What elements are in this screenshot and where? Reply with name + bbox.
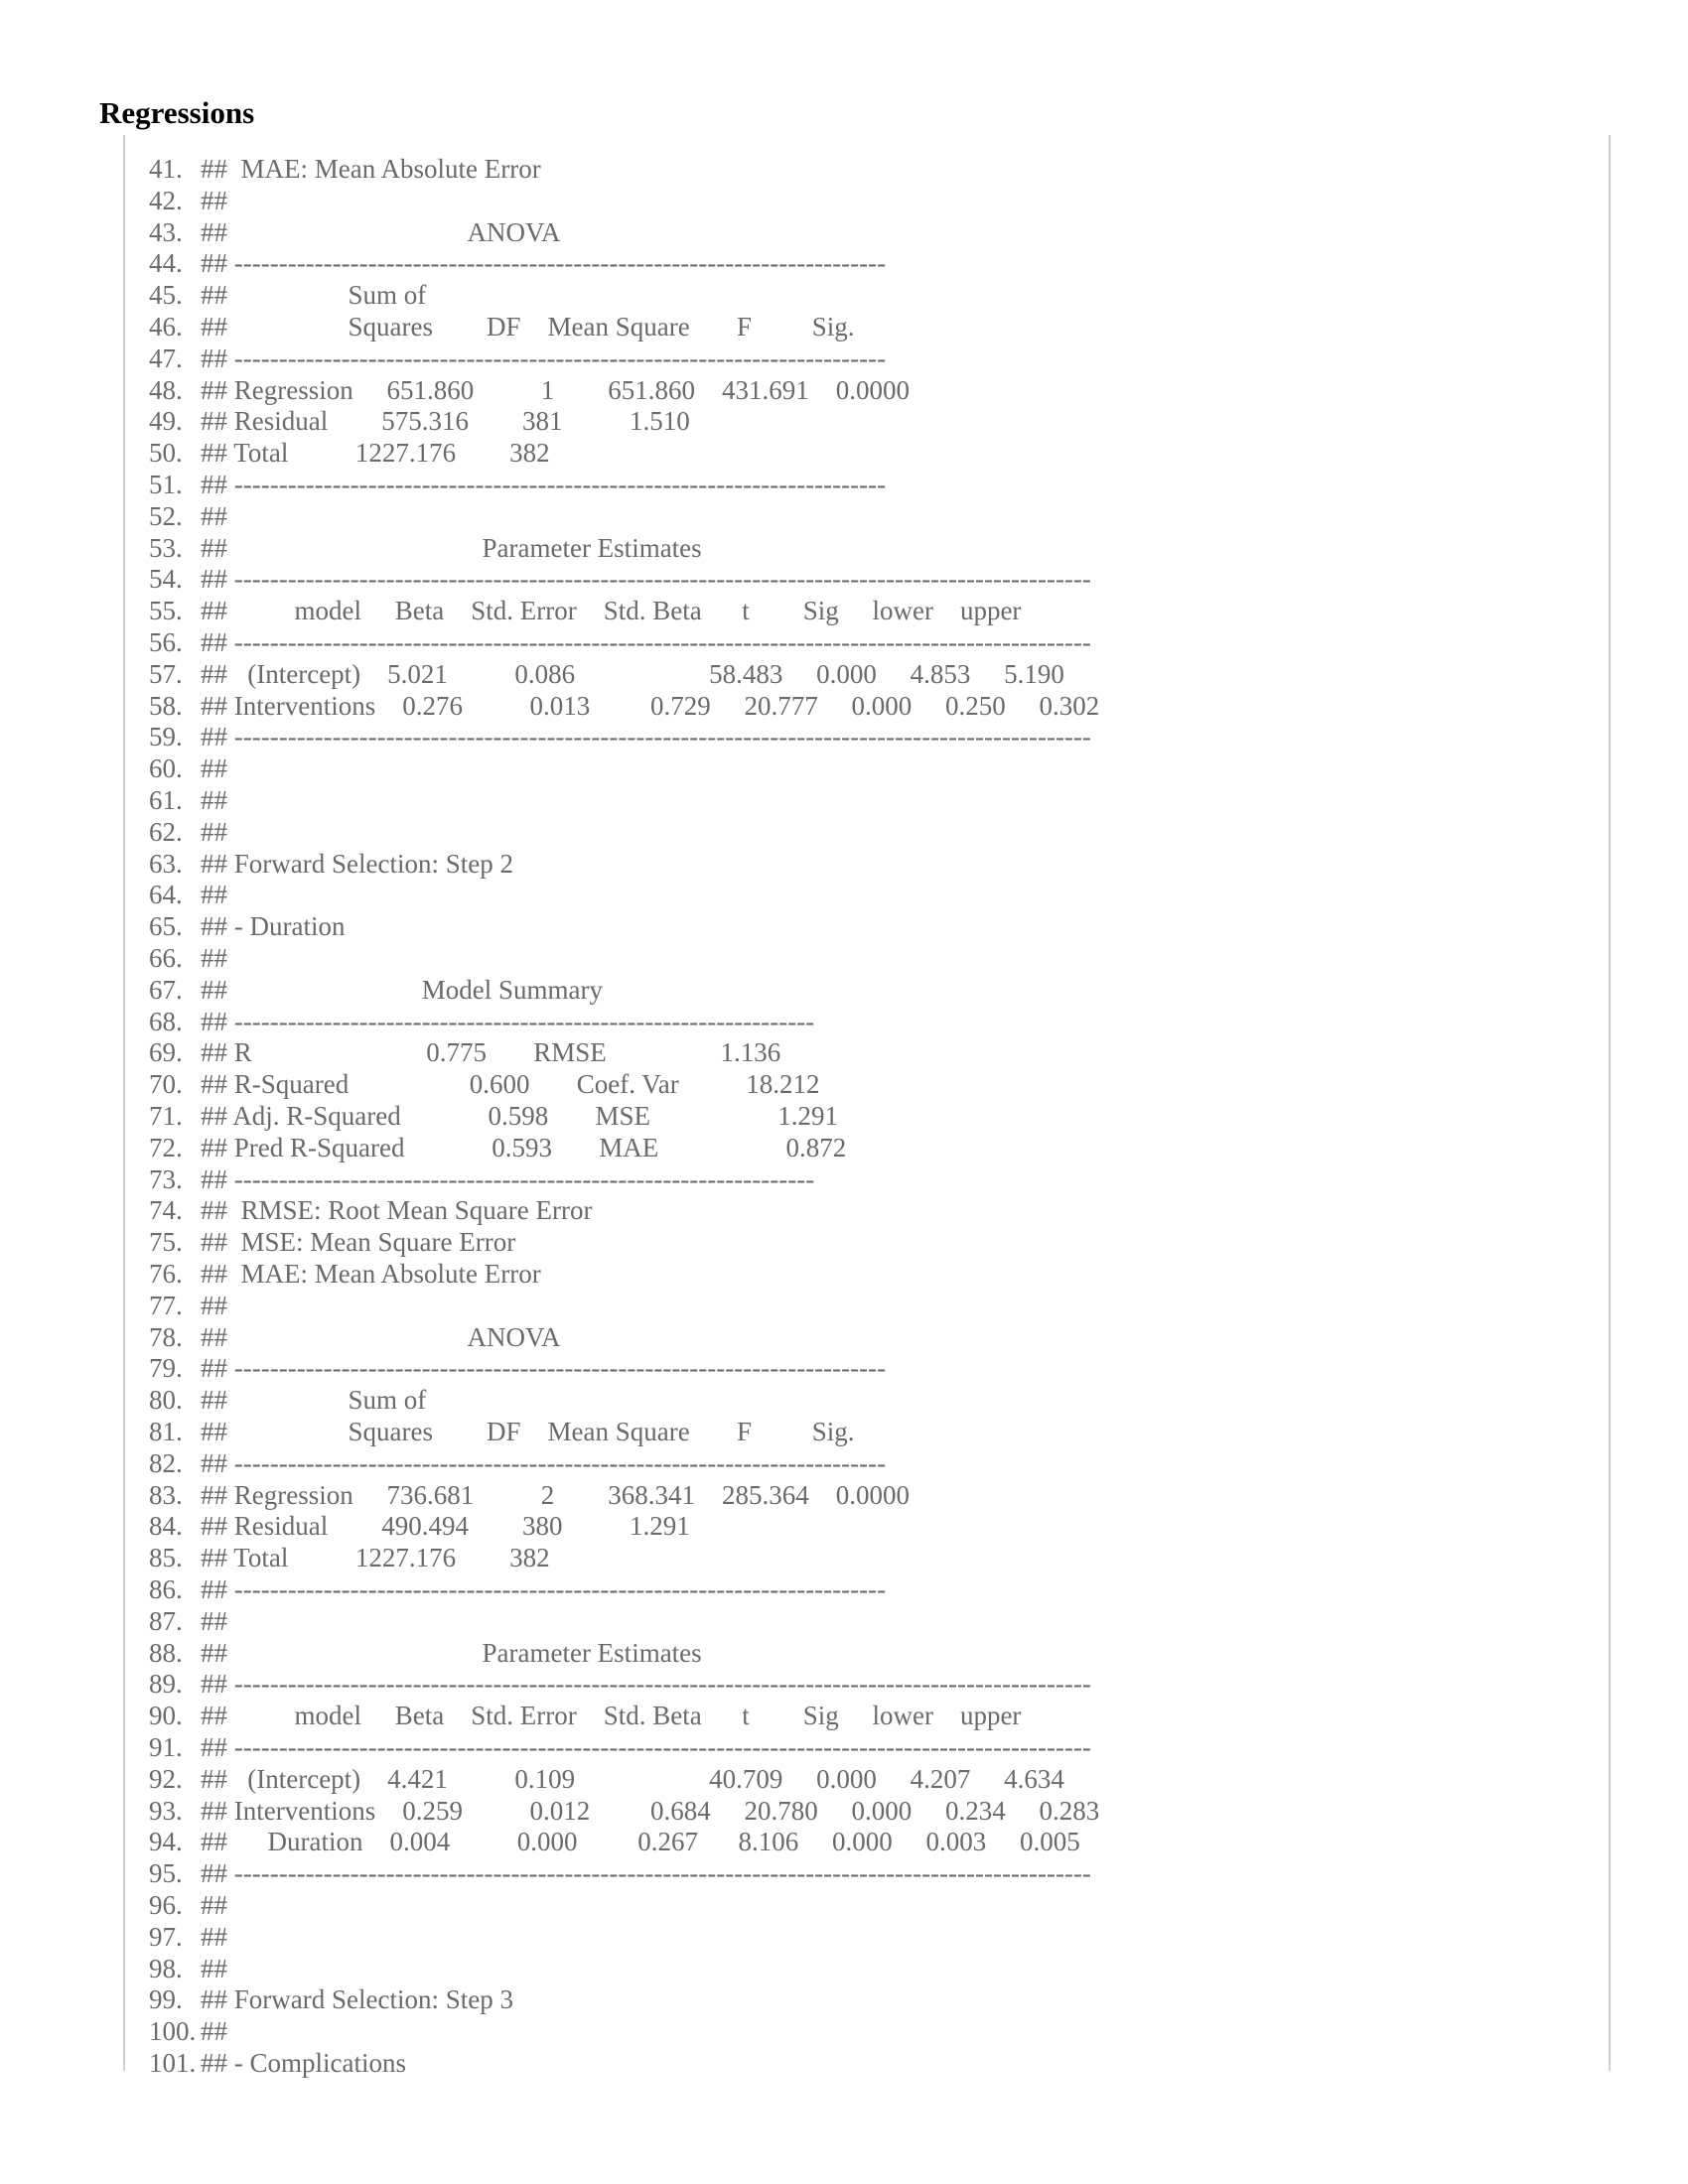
line-number: 96. [149, 1890, 183, 1920]
line-text: ## ------------------------------------------------------------------------- [201, 248, 887, 279]
line-text: ## model Beta Std. Error Std. Beta t Sig lower upper [201, 596, 1022, 626]
line-number: 48. [149, 374, 183, 405]
line-text: ## R 0.775 RMSE 1.136 [201, 1037, 781, 1068]
line-number: 49. [149, 406, 183, 437]
line-number: 71. [149, 1101, 183, 1131]
line-text: ## ------------------------------------------------------------------------------------------------ [201, 1732, 1091, 1762]
line-number: 79. [149, 1353, 183, 1384]
line-number: 53. [149, 532, 183, 563]
line-number: 90. [149, 1701, 183, 1731]
line-number: 43. [149, 216, 183, 247]
line-number: 44. [149, 248, 183, 279]
line-text: ## Forward Selection: Step 2 [201, 848, 513, 879]
line-number: 101. [149, 2048, 197, 2078]
line-text: ## RMSE: Root Mean Square Error [201, 1195, 593, 1226]
line-text: ## Interventions 0.259 0.012 0.684 20.780 0.000 0.234 0.283 [201, 1795, 1100, 1826]
line-number: 65. [149, 911, 183, 942]
code-output-panel [123, 135, 1611, 2078]
line-number: 54. [149, 564, 183, 595]
line-text: ## [201, 185, 227, 215]
line-text: ## Parameter Estimates [201, 1637, 702, 1668]
line-text: ## ------------------------------------------------------------------------------------------------ [201, 627, 1091, 657]
line-text: ## Total 1227.176 382 [201, 1543, 550, 1573]
line-text: ## MAE: Mean Absolute Error [201, 1259, 541, 1289]
line-text: ## Residual 490.494 380 1.291 [201, 1511, 690, 1542]
line-number: 81. [149, 1417, 183, 1446]
line-number: 62. [149, 816, 183, 847]
line-text: ## ------------------------------------------------------------------------- [201, 1574, 887, 1604]
line-text: ## [201, 943, 227, 973]
line-number: 85. [149, 1543, 183, 1573]
line-number: 78. [149, 1321, 183, 1352]
line-number: 86. [149, 1574, 183, 1604]
line-text: ## (Intercept) 4.421 0.109 40.709 0.000 4.207 4.634 [201, 1763, 1064, 1794]
line-text: ## MSE: Mean Square Error [201, 1227, 516, 1258]
line-text: ## [201, 1921, 227, 1952]
line-text: ## [201, 500, 227, 531]
line-number: 92. [149, 1763, 183, 1794]
line-number: 83. [149, 1479, 183, 1510]
line-text: ## [201, 816, 227, 847]
line-number: 63. [149, 848, 183, 879]
line-number: 80. [149, 1385, 183, 1416]
line-number: 75. [149, 1227, 183, 1258]
line-text: ## ------------------------------------------------------------------------------------------------ [201, 564, 1091, 595]
line-text: ## ANOVA [201, 1321, 561, 1352]
line-number: 93. [149, 1795, 183, 1826]
line-text: ## Regression 736.681 2 368.341 285.364 0.0000 [201, 1479, 910, 1510]
line-text: ## ANOVA [201, 216, 561, 247]
line-number: 46. [149, 312, 183, 341]
line-text: ## Regression 651.860 1 651.860 431.691 0.0000 [201, 374, 910, 405]
line-number: 66. [149, 943, 183, 973]
line-text: ## ------------------------------------------------------------------------------------------------ [201, 1858, 1091, 1889]
line-text: ## ------------------------------------------------------------------------------------------------ [201, 1669, 1091, 1700]
line-number: 70. [149, 1069, 183, 1100]
line-number: 50. [149, 438, 183, 469]
line-number: 94. [149, 1827, 183, 1857]
line-number: 68. [149, 1006, 183, 1036]
line-number: 69. [149, 1037, 183, 1068]
line-number: 91. [149, 1732, 183, 1762]
line-number: 55. [149, 596, 183, 626]
line-text: ## R-Squared 0.600 Coef. Var 18.212 [201, 1069, 820, 1100]
line-number: 47. [149, 342, 183, 373]
line-number: 42. [149, 185, 183, 215]
line-text: ## Parameter Estimates [201, 532, 702, 563]
line-number: 64. [149, 880, 183, 910]
line-number: 84. [149, 1511, 183, 1542]
line-number: 61. [149, 785, 183, 815]
line-number: 56. [149, 627, 183, 657]
line-text: ## Model Summary [201, 974, 603, 1005]
line-text: ## [201, 1290, 227, 1320]
line-text: ## Residual 575.316 381 1.510 [201, 406, 690, 437]
line-number: 57. [149, 658, 183, 689]
line-number: 60. [149, 753, 183, 784]
line-text: ## [201, 1953, 227, 1983]
line-text: ## [201, 2016, 227, 2047]
line-number: 97. [149, 1921, 183, 1952]
line-text: ## Pred R-Squared 0.593 MAE 0.872 [201, 1132, 847, 1162]
line-text: ## Squares DF Mean Square F Sig. [201, 312, 855, 341]
line-number: 98. [149, 1953, 183, 1983]
line-text: ## [201, 785, 227, 815]
line-text: ## Squares DF Mean Square F Sig. [201, 1417, 855, 1446]
line-number: 41. [149, 154, 183, 184]
line-text: ## ------------------------------------------------------------------------- [201, 470, 887, 499]
line-text: ## ------------------------------------------------------------------------- [201, 1447, 887, 1478]
line-number: 51. [149, 470, 183, 499]
line-number: 99. [149, 1984, 183, 2015]
line-text: ## ----------------------------------------------------------------- [201, 1006, 815, 1036]
line-number: 95. [149, 1858, 183, 1889]
line-text: ## [201, 880, 227, 910]
line-number: 82. [149, 1447, 183, 1478]
line-text: ## [201, 1605, 227, 1636]
line-number: 87. [149, 1605, 183, 1636]
line-number: 67. [149, 974, 183, 1005]
line-number: 89. [149, 1669, 183, 1700]
line-number: 77. [149, 1290, 183, 1320]
line-number: 72. [149, 1132, 183, 1162]
line-text: ## - Duration [201, 911, 346, 942]
line-text: ## ------------------------------------------------------------------------- [201, 342, 887, 373]
line-text: ## ------------------------------------------------------------------------------------------------ [201, 722, 1091, 752]
line-number: 45. [149, 280, 183, 311]
line-text: ## Adj. R-Squared 0.598 MSE 1.291 [201, 1101, 839, 1131]
line-number: 74. [149, 1195, 183, 1226]
line-text: ## ----------------------------------------------------------------- [201, 1163, 815, 1194]
line-number: 88. [149, 1637, 183, 1668]
page-heading: Regressions [99, 95, 255, 130]
line-text: ## [201, 1890, 227, 1920]
line-number: 73. [149, 1163, 183, 1194]
line-number: 58. [149, 690, 183, 721]
line-text: ## (Intercept) 5.021 0.086 58.483 0.000 4.853 5.190 [201, 658, 1064, 689]
line-number: 76. [149, 1259, 183, 1289]
line-number: 52. [149, 500, 183, 531]
line-text: ## Forward Selection: Step 3 [201, 1984, 513, 2015]
line-text: ## model Beta Std. Error Std. Beta t Sig lower upper [201, 1701, 1022, 1731]
line-number: 100. [149, 2016, 197, 2047]
line-text: ## [201, 753, 227, 784]
line-text: ## ------------------------------------------------------------------------- [201, 1353, 887, 1384]
line-text: ## Sum of [201, 1385, 427, 1416]
line-text: ## Total 1227.176 382 [201, 438, 550, 469]
line-number: 59. [149, 722, 183, 752]
line-text: ## Duration 0.004 0.000 0.267 8.106 0.000 0.003 0.005 [201, 1827, 1080, 1857]
line-text: ## MAE: Mean Absolute Error [201, 154, 541, 184]
line-text: ## Sum of [201, 280, 427, 311]
line-text: ## Interventions 0.276 0.013 0.729 20.777 0.000 0.250 0.302 [201, 690, 1100, 721]
line-text: ## - Complications [201, 2048, 406, 2078]
